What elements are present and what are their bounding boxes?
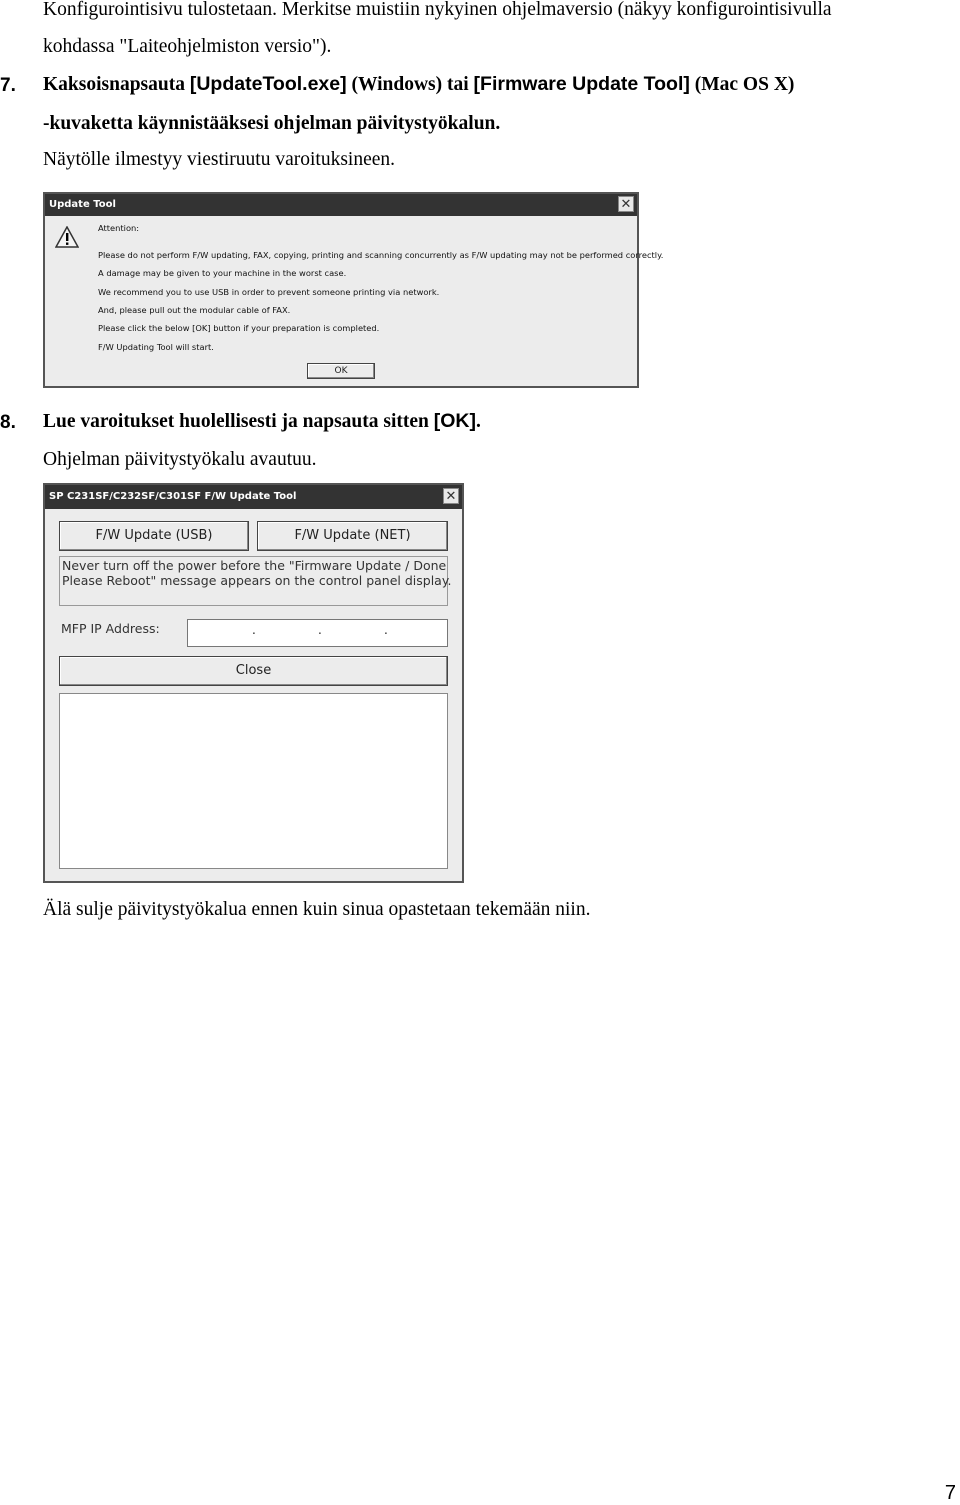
ip-separator: . — [318, 623, 322, 637]
step-8-line-2: Ohjelman päivitystyökalu avautuu. — [43, 449, 317, 470]
step-7-instruction — [43, 75, 794, 95]
intro-line-1: Konfigurointisivu tulostetaan. Merkitse muistiin nykyinen ohjelmaversio (näkyy konfigurointisivulla — [43, 0, 832, 20]
step-7-line-2: -kuvaketta käynnistääksesi ohjelman päivitystyökalun. — [43, 113, 501, 134]
fw-update-net-button[interactable]: F/W Update (NET) — [257, 521, 448, 551]
step-7-code-a: [UpdateTool.exe] — [189, 73, 347, 95]
step-8-text-b: . — [476, 411, 481, 432]
ip-separator: . — [384, 623, 388, 637]
step-7-code-b: [Firmware Update Tool] — [473, 73, 690, 95]
fw-update-usb-button[interactable]: F/W Update (USB) — [59, 521, 249, 551]
step-8-text-a: Lue varoitukset huolellisesti ja napsauta sitten — [43, 411, 434, 432]
power-warning-line-2: Please Reboot" message appears on the control panel display. — [62, 573, 452, 588]
ip-separator: . — [252, 623, 256, 637]
close-button[interactable]: Close — [59, 656, 448, 686]
power-warning-line-1: Never turn off the power before the "Firmware Update / Done — [62, 558, 447, 573]
page-number: 7 — [944, 1482, 956, 1504]
warning-line-3: We recommend you to use USB in order to prevent someone printing via network. — [98, 287, 440, 297]
warning-icon — [55, 226, 79, 248]
step-7-number: 7. — [0, 75, 16, 96]
step-8-number: 8. — [0, 412, 16, 433]
step-8-code-a: [OK] — [433, 410, 477, 432]
update-tool-title: Update Tool — [49, 199, 116, 210]
mfp-ip-address-input[interactable] — [187, 619, 448, 647]
update-tool-dialog — [43, 192, 664, 388]
warning-line-1: Please do not perform F/W updating, FAX, copying, printing and scanning concurrently as F/W updating may not be performed correctly. — [98, 250, 664, 260]
ok-button[interactable]: OK — [307, 363, 375, 379]
fw-update-title: SP C231SF/C232SF/C301SF F/W Update Tool — [49, 491, 297, 502]
mfp-ip-address-label: MFP IP Address: — [61, 621, 160, 636]
step-7-text-c: (Mac OS X) — [689, 74, 795, 95]
intro-line-2: kohdassa "Laiteohjelmiston versio"). — [43, 36, 332, 57]
log-output-area[interactable] — [59, 693, 448, 869]
step-8-instruction — [43, 412, 481, 432]
step-7-text-b: (Windows) tai — [346, 74, 474, 95]
footer-note: Älä sulje päivitystyökalua ennen kuin sinua opastetaan tekemään niin. — [43, 899, 591, 920]
power-warning-box — [59, 556, 452, 606]
fw-update-tool-dialog — [43, 483, 464, 883]
attention-label: Attention: — [98, 223, 140, 233]
step-7-line-3: Näytölle ilmestyy viestiruutu varoituksineen. — [43, 149, 396, 170]
warning-line-5: Please click the below [OK] button if your preparation is completed. — [98, 323, 380, 333]
close-icon[interactable]: ✕ — [618, 196, 634, 212]
fw-update-titlebar — [45, 485, 462, 509]
warning-line-2: A damage may be given to your machine in the worst case. — [98, 268, 347, 278]
update-tool-titlebar — [45, 194, 637, 216]
warning-line-4: And, please pull out the modular cable of FAX. — [98, 305, 291, 315]
step-7-text-a: Kaksoisnapsauta — [43, 74, 190, 95]
warning-line-6: F/W Updating Tool will start. — [98, 342, 214, 352]
close-icon[interactable]: ✕ — [443, 488, 459, 504]
